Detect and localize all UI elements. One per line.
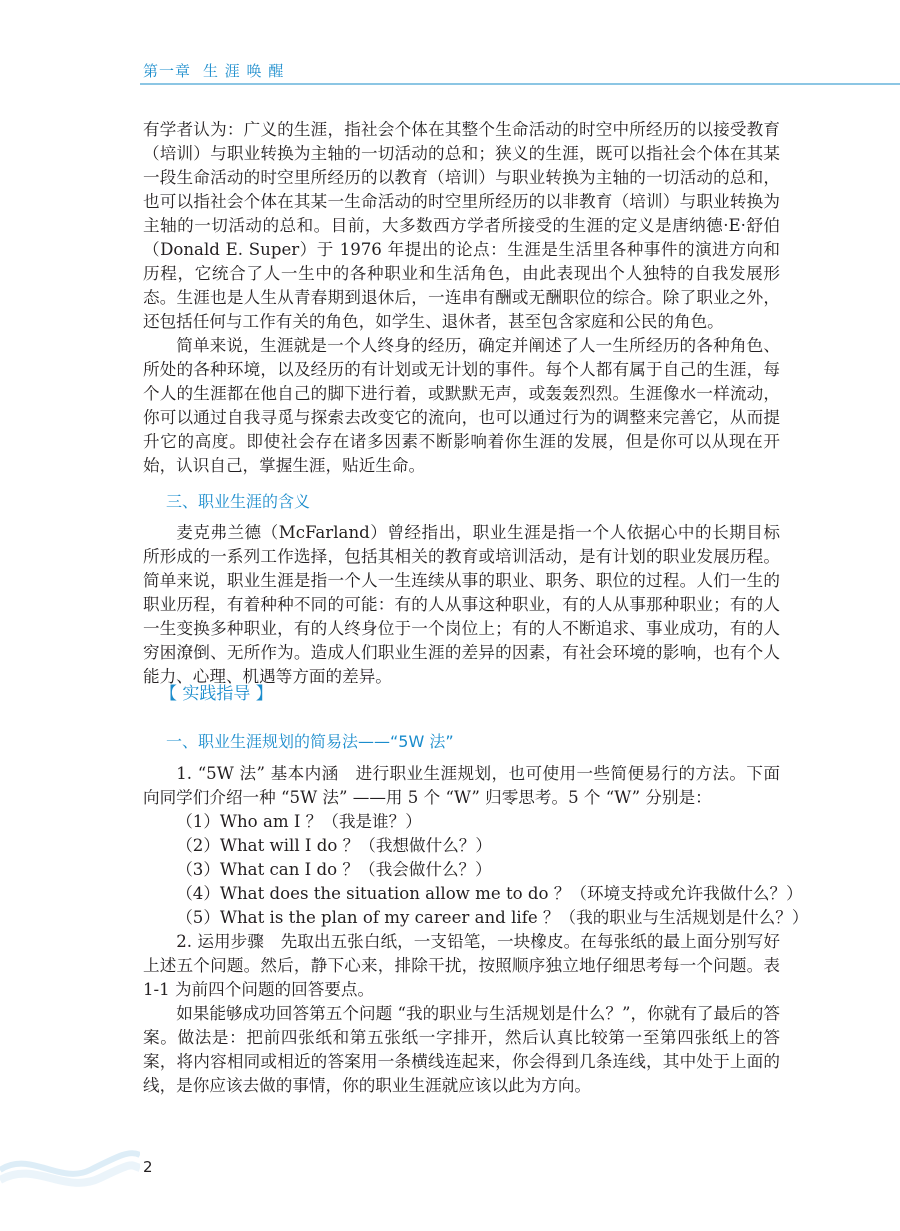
practice-body [143, 762, 809, 1098]
running-header [143, 60, 284, 81]
section-body [143, 521, 780, 689]
paragraph: 有学者认为：广义的生涯，指社会个体在其整个生命活动的时空中所经历的以接受教育（培训）与职业转换为主轴的一切活动的总和；狭义的生涯，既可以指社会个体在其某一段生命活动的时空里所经历的以教育（培训）与职业转换为主轴的一切活动的总和，也可以指社会个体在其某一生命活动的时空里所经历的以非教育（培训）与职业转换为主轴的一切活动的总和。目前，大多数西方学者所接受的生涯的定义是唐纳德·E·舒伯（Donald E. Super）于 1976 年提出的论点：生涯是生活里各种事件的演进方向和历程，它统合了人一生中的各种职业和生活角色，由此表现出个人独特的自我发展形态。生涯也是人生从青春期到退休后，一连串有酬或无酬职位的综合。除了职业之外，还包括任何与工作有关的角色，如学生、退休者，甚至包含家庭和公民的角色。 [143, 120, 780, 331]
question-item: （1）Who am I ？（我是谁？） [176, 812, 422, 831]
page-number: 2 [143, 1158, 153, 1176]
paragraph: 如果能够成功回答第五个问题 “我的职业与生活规划是什么？”，你就有了最后的答案。做法是：把前四张纸和第五张纸一字排开，然后认真比较第一至第四张纸上的答案，将内容相同或相近的答案用一条横线连起来，你会得到几条连线，其中处于上面的线，是你应该去做的事情，你的职业生涯就应该以此为方向。 [143, 1004, 780, 1095]
paragraph: 麦克弗兰德（McFarland）曾经指出，职业生涯是指一个人依据心中的长期目标所形成的一系列工作选择，包括其相关的教育或培训活动，是有计划的职业发展历程。简单来说，职业生涯是指一个人一生连续从事的职业、职务、职位的过程。人们一生的职业历程，有着种种不同的可能：有的人从事这种职业，有的人从事那种职业；有的人一生变换多种职业，有的人终身位于一个岗位上；有的人不断追求、事业成功，有的人穷困潦倒、无所作为。造成人们职业生涯的差异的因素，有社会环境的影响，也有个人能力、心理、机遇等方面的差异。 [143, 523, 780, 686]
question-item: （3）What can I do ？（我会做什么？） [176, 860, 492, 879]
question-item: （2）What will I do ？（我想做什么？） [176, 836, 492, 855]
chapter-title: 生 涯 唤 醒 [203, 62, 285, 80]
question-item: （5）What is the plan of my career and life ？（我的职业与生活规划是什么？） [176, 908, 809, 927]
section-heading: 三、职业生涯的含义 [166, 492, 311, 511]
practice-subheading: 一、职业生涯规划的简易法——“5W 法” [166, 732, 454, 751]
paragraph: 2. 运用步骤 先取出五张白纸，一支铅笔，一块橡皮。在每张纸的最上面分别写好上述五个问题。然后，静下心来，排除干扰，按照顺序独立地仔细思考每一个问题。表 1-1 为前四个问题的回答要点。 [143, 932, 780, 999]
header-rule [140, 83, 900, 85]
chapter-number: 第一章 [143, 62, 192, 80]
practice-heading: 【 实践指导 】 [160, 684, 273, 704]
question-item: （4）What does the situation allow me to do ？（环境支持或允许我做什么？） [176, 884, 803, 903]
paragraph: 简单来说，生涯就是一个人终身的经历，确定并阐述了人一生所经历的各种角色、所处的各种环境，以及经历的有计划或无计划的事件。每个人都有属于自己的生涯，每个人的生涯都在他自己的脚下进行着，或默默无声，或轰轰烈烈。生涯像水一样流动，你可以通过自我寻觅与探索去改变它的流向，也可以通过行为的调整来完善它，从而提升它的高度。即使社会存在诸多因素不断影响着你生涯的发展，但是你可以从现在开始，认识自己，掌握生涯，贴近生命。 [143, 336, 780, 475]
paragraph: 1. “5W 法” 基本内涵 进行职业生涯规划，也可使用一些简便易行的方法。下面向同学们介绍一种 “5W 法” ——用 5 个 “W” 归零思考。5 个 “W” 分别是： [143, 764, 780, 807]
intro-text [143, 118, 780, 478]
decorative-wave-icon [0, 1140, 140, 1200]
